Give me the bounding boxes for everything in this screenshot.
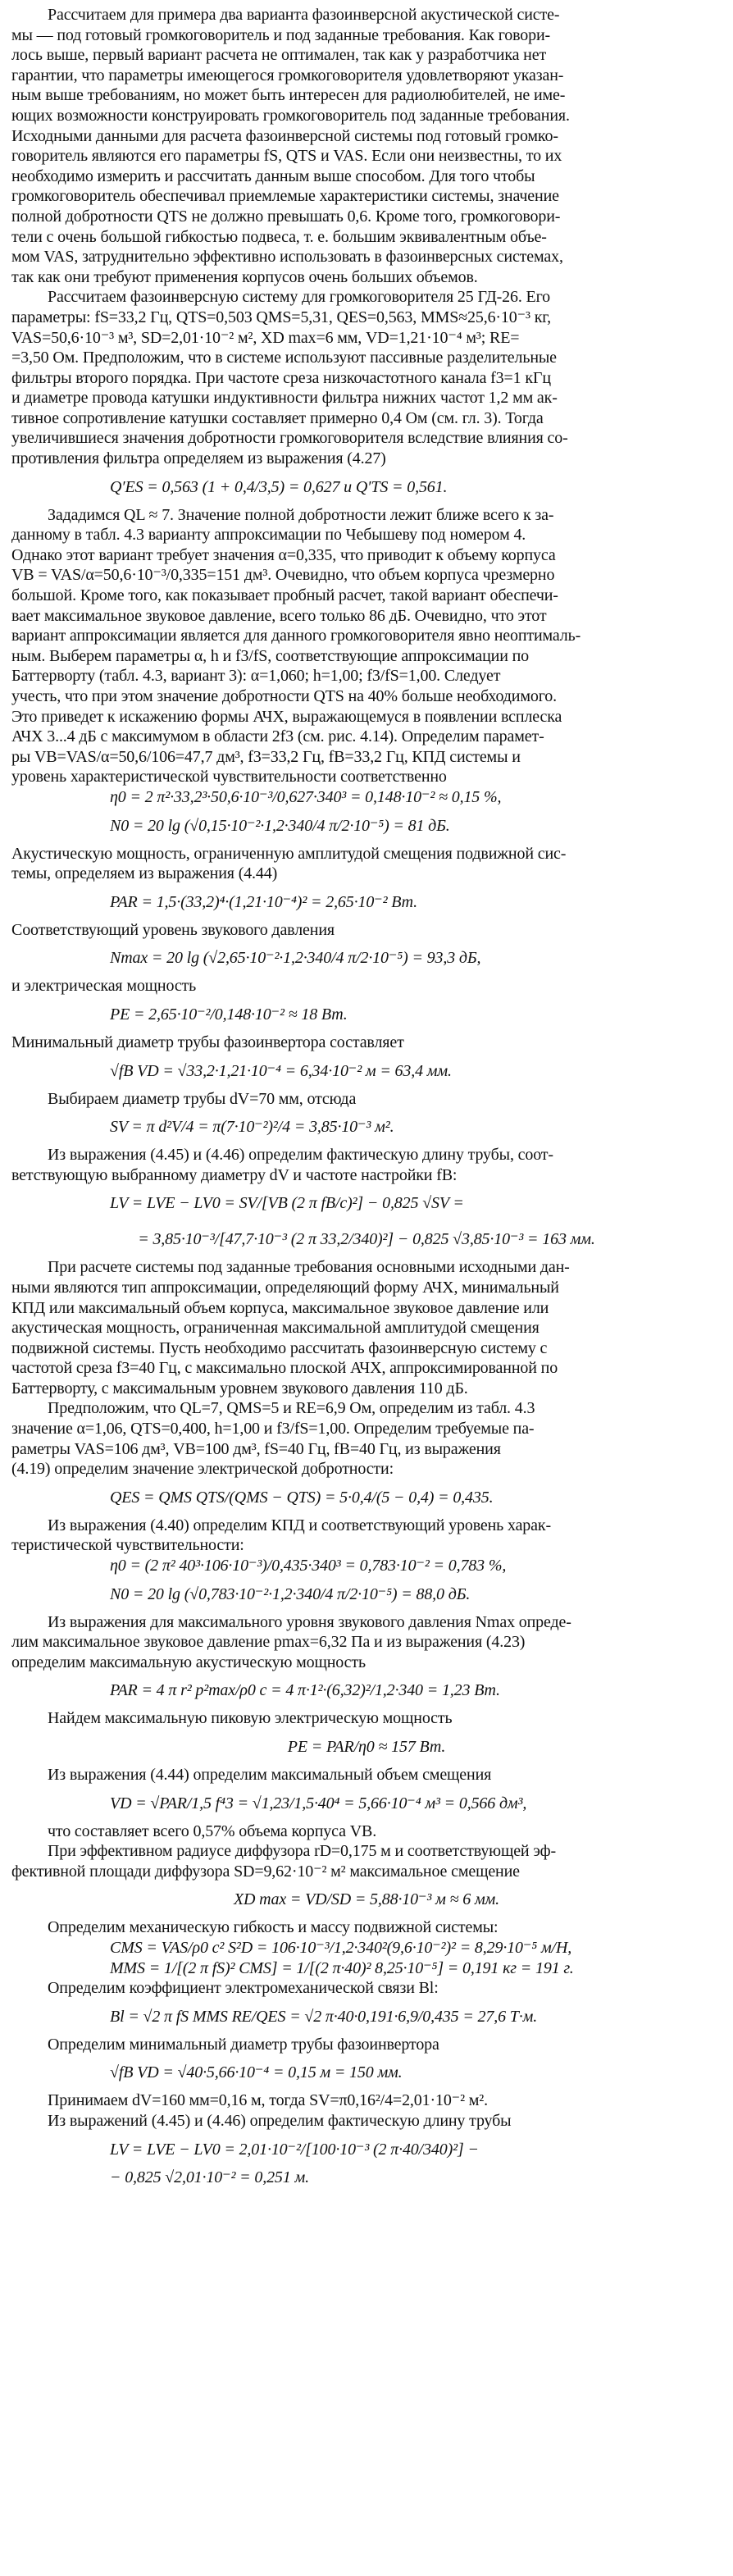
text-line: раметры VAS=106 дм³, VB=100 дм³, fS=40 Гц, fB=40 Гц, из выражения <box>11 1439 501 1458</box>
formula-line: SV = π d²V/4 = π(7·10⁻²)²/4 = 3,85·10⁻³ м². <box>110 1118 394 1137</box>
text-line: говоритель являются его параметры fS, QTS и VAS. Если они неизвестны, то их <box>11 147 562 166</box>
text-line: фильтры второго порядка. При частоте среза низкочастотного канала f3=1 кГц <box>11 368 551 387</box>
formula-line: PE = PAR/η0 ≈ 157 Вт. <box>287 1738 446 1756</box>
formula-line: = 3,85·10⁻³/[47,7·10⁻³ (2 π 33,2/340)²] − 0,825 √3,85·10⁻³ = 163 мм. <box>138 1230 595 1249</box>
text-line: тели с очень большой гибкостью подвеса, т. е. большим эквивалентным объе- <box>11 227 547 246</box>
text-line: учесть, что при этом значение добротности QTS на 40% больше необходимого. <box>11 687 557 705</box>
text-line: вает максимальное звуковое давление, всего только 86 дБ. Очевидно, что этот <box>11 606 547 625</box>
text-line: гарантии, что параметры имеющегося громкоговорителя удовлетворяют указан- <box>11 66 564 84</box>
text-line: ющих возможности конструировать громкоговоритель под заданные требования. <box>11 106 570 125</box>
text-line: ным выше требованиям, но может быть интересен для радиолюбителей, не име- <box>11 86 566 105</box>
formula-line: − 0,825 √2,01·10⁻² = 0,251 м. <box>110 2168 309 2186</box>
text-line: Зададимся QL ≈ 7. Значение полной добротности лежит ближе всего к за- <box>48 505 554 524</box>
text-line: лим максимальное звуковое давление pmax=6,32 Па и из выражения (4.23) <box>11 1633 526 1652</box>
text-line: Найдем максимальную пиковую электрическую мощность <box>48 1709 453 1728</box>
text-line: АЧХ 3...4 дБ с максимумом в области 2f3 (см. рис. 4.14). Определим парамет- <box>11 727 544 746</box>
text-line: =3,50 Ом. Предположим, что в системе используют пассивные разделительные <box>11 349 557 367</box>
text-line: полной добротности QTS не должно превышать 0,6. Кроме того, громкоговори- <box>11 207 561 226</box>
formula-line: VD = √PAR/1,5 f⁴3 = √1,23/1,5·40⁴ = 5,66·10⁻⁴ м³ = 0,566 дм³, <box>110 1794 527 1812</box>
document-text <box>11 5 722 2187</box>
formula-line: η0 = 2 π²·33,2³·50,6·10⁻³/0,627·340³ = 0,148·10⁻² ≈ 0,15 %, <box>110 787 502 806</box>
text-line: Из выражения (4.44) определим максимальный объем смещения <box>48 1766 492 1784</box>
formula-line: Nmax = 20 lg (√2,65·10⁻²·1,2·340/4 π/2·10⁻⁵) = 93,3 дБ, <box>110 949 481 968</box>
text-line: Исходными данными для расчета фазоинверсной системы под готовый громко- <box>11 126 558 145</box>
text-line: противления фильтра определяем из выражения (4.27) <box>11 449 386 468</box>
text-line: ветствующую выбранному диаметру dV и частоте настройки fB: <box>11 1165 458 1184</box>
text-line: большой. Кроме того, как показывает пробный расчет, такой вариант обеспечи- <box>11 586 558 605</box>
text-line: ры VB=VAS/α=50,6/106=47,7 дм³, f3=33,2 Гц, fB=33,2 Гц, КПД системы и <box>11 747 521 766</box>
formula-line: LV = LVE − LV0 = 2,01·10⁻²/[100·10⁻³ (2 π·40/340)²] − <box>110 2140 479 2159</box>
text-line: частотой среза f3=40 Гц, с максимально плоской АЧХ, аппроксимированной по <box>11 1359 558 1378</box>
text-line: Однако этот вариант требует значения α=0,335, что приводит к объему корпуса <box>11 545 556 564</box>
text-line: теристической чувствительности: <box>11 1536 244 1555</box>
text-line: Из выражения (4.45) и (4.46) определим фактическую длину трубы, соот- <box>48 1146 553 1165</box>
text-line: Рассчитаем для примера два варианта фазоинверсной акустической систе- <box>48 6 560 24</box>
formula-line: PAR = 1,5·(33,2)⁴·(1,21·10⁻⁴)² = 2,65·10⁻² Вт. <box>110 892 417 911</box>
formula-line: √fB VD = √33,2·1,21·10⁻⁴ = 6,34·10⁻² м = 63,4 мм. <box>110 1061 452 1080</box>
text-line: Рассчитаем фазоинверсную систему для громкоговорителя 25 ГД-26. Его <box>48 288 551 307</box>
text-line: Из выражения для максимального уровня звукового давления Nmax опреде- <box>48 1612 571 1631</box>
text-line: мом VAS, затруднительно эффективно использовать в фазоинверсных системах, <box>11 248 563 267</box>
text-line: Определим минимальный диаметр трубы фазоинвертора <box>48 2035 439 2054</box>
text-line: ным. Выберем параметры α, h и f3/fS, соответствующие аппроксимации по <box>11 646 530 665</box>
text-line: Это приведет к искажению формы АЧХ, выражающемуся в появлении всплеска <box>11 707 562 726</box>
formula-line: LV = LVE − LV0 = SV/[VB (2 π fB/c)²] − 0,825 √SV = <box>110 1194 464 1213</box>
text-line: Определим коэффициент электромеханической связи Bl: <box>48 1979 439 1998</box>
text-line: и диаметре провода катушки индуктивности фильтра нижних частот 1,2 мм ак- <box>11 389 558 408</box>
text-line: VAS=50,6·10⁻³ м³, SD=2,01·10⁻² м², XD max=6 мм, VD=1,21·10⁻⁴ м³; RE= <box>11 328 520 347</box>
formula-line: N0 = 20 lg (√0,15·10⁻²·1,2·340/4 π/2·10⁻⁵) = 81 дБ. <box>110 816 450 835</box>
text-line: КПД или максимальный объем корпуса, максимальное звуковое давление или <box>11 1298 549 1317</box>
text-line: (4.19) определим значение электрической добротности: <box>11 1460 394 1479</box>
text-line: определим максимальную акустическую мощность <box>11 1653 366 1671</box>
text-line: Акустическую мощность, ограниченную амплитудой смещения подвижной сис- <box>11 844 567 863</box>
formula-line: PAR = 4 π r² p²max/ρ0 c = 4 π·1²·(6,32)²/1,2·340 = 1,23 Вт. <box>110 1681 500 1700</box>
text-line: громкоговоритель обеспечивал приемлемые характеристики системы, значение <box>11 187 559 206</box>
text-line: тивное сопротивление катушки составляет примерно 0,4 Ом (см. гл. 3). Тогда <box>11 408 544 427</box>
text-line: параметры: fS=33,2 Гц, QTS=0,503 QMS=5,31, QES=0,563, MMS≈25,6·10⁻³ кг, <box>11 308 551 326</box>
formula-line: N0 = 20 lg (√0,783·10⁻²·1,2·340/4 π/2·10⁻⁵) = 88,0 дБ. <box>110 1584 471 1603</box>
formula-line: √fB VD = √40·5,66·10⁻⁴ = 0,15 м = 150 мм. <box>110 2063 403 2082</box>
text-line: Баттерворту, с максимальным уровнем звукового давления 110 дБ. <box>11 1379 468 1397</box>
text-line: вариант аппроксимации является для данного громкоговорителя явно неоптималь- <box>11 627 581 645</box>
text-line: что составляет всего 0,57% объема корпуса VB. <box>48 1821 377 1840</box>
text-line: Определим механическую гибкость и массу подвижной системы: <box>48 1918 499 1937</box>
text-line: данному в табл. 4.3 варианту аппроксимации по Чебышеву под номером 4. <box>11 526 526 545</box>
text-line: фективной площади диффузора SD=9,62·10⁻² м² максимальное смещение <box>11 1862 520 1881</box>
formula-line: QES = QMS QTS/(QMS − QTS) = 5·0,4/(5 − 0,4) = 0,435. <box>110 1488 494 1507</box>
text-line: При эффективном радиусе диффузора rD=0,175 м и соответствующей эф- <box>48 1842 556 1861</box>
text-line: Из выражения (4.40) определим КПД и соответствующий уровень харак- <box>48 1516 551 1534</box>
text-line: акустическая мощность, ограниченная максимальной амплитудой смещения <box>11 1319 540 1338</box>
text-line: так как они требуют применения корпусов очень больших объемов. <box>11 267 478 286</box>
formula-line: MMS = 1/[(2 π fS)² CMS] = 1/[(2 π·40)² 8,25·10⁻⁵] = 0,191 кг = 191 г. <box>110 1958 574 1977</box>
text-line: Предположим, что QL=7, QMS=5 и RE=6,9 Ом, определим из табл. 4.3 <box>48 1399 535 1418</box>
formula-line: XD max = VD/SD = 5,88·10⁻³ м ≈ 6 мм. <box>233 1890 500 1909</box>
formula-line: PE = 2,65·10⁻²/0,148·10⁻² ≈ 18 Вт. <box>110 1005 348 1024</box>
formula-line: Q′ES = 0,563 (1 + 0,4/3,5) = 0,627 и Q′TS = 0,561. <box>110 477 448 496</box>
text-line: необходимо измерить и рассчитать данным выше способом. Для того чтобы <box>11 166 535 185</box>
text-line: подвижной системы. Пусть необходимо рассчитать фазоинверсную систему с <box>11 1338 548 1357</box>
text-line: Соответствующий уровень звукового давления <box>11 920 335 939</box>
text-line: Выбираем диаметр трубы dV=70 мм, отсюда <box>48 1089 357 1108</box>
text-line: Принимаем dV=160 мм=0,16 м, тогда SV=π0,16²/4=2,01·10⁻² м². <box>48 2091 488 2110</box>
formula-line: η0 = (2 π² 40³·106·10⁻³)/0,435·340³ = 0,783·10⁻² = 0,783 %, <box>110 1557 507 1575</box>
text-line: Баттерворту (табл. 4.3, вариант 3): α=1,060; h=1,00; f3/fS=1,00. Следует <box>11 667 501 686</box>
text-line: мы — под готовый громкоговоритель и под заданные требования. Как говори- <box>11 25 551 44</box>
text-line: Минимальный диаметр трубы фазоинвертора составляет <box>11 1033 404 1051</box>
text-line: ными являются тип аппроксимации, определяющий форму АЧХ, минимальный <box>11 1278 559 1297</box>
text-line: При расчете системы под заданные требования основными исходными дан- <box>48 1258 570 1277</box>
text-line: VB = VAS/α=50,6·10⁻³/0,335=151 дм³. Очевидно, что объем корпуса чрезмерно <box>11 566 555 585</box>
text-line: увеличившиеся значения добротности громкоговорителя вследствие влияния со- <box>11 429 568 448</box>
text-line: и электрическая мощность <box>11 977 197 996</box>
text-line: темы, определяем из выражения (4.44) <box>11 864 278 883</box>
text-line: Из выражений (4.45) и (4.46) определим фактическую длину трубы <box>48 2111 512 2130</box>
formula-line: Bl = √2 π fS MMS RE/QES = √2 π·40·0,191·6,9/0,435 = 27,6 Т·м. <box>110 2007 538 2026</box>
formula-line: CMS = VAS/ρ0 c² S²D = 106·10⁻³/1,2·340²(9,6·10⁻²)² = 8,29·10⁻⁵ м/Н, <box>110 1938 572 1957</box>
text-line: уровень характеристической чувствительности соответственно <box>11 768 447 786</box>
text-line: значение α=1,06, QTS=0,400, h=1,00 и f3/fS=1,00. Определим требуемые па- <box>11 1420 535 1438</box>
text-line: лось выше, первый вариант расчета не оптимален, так как у разработчика нет <box>11 46 547 65</box>
